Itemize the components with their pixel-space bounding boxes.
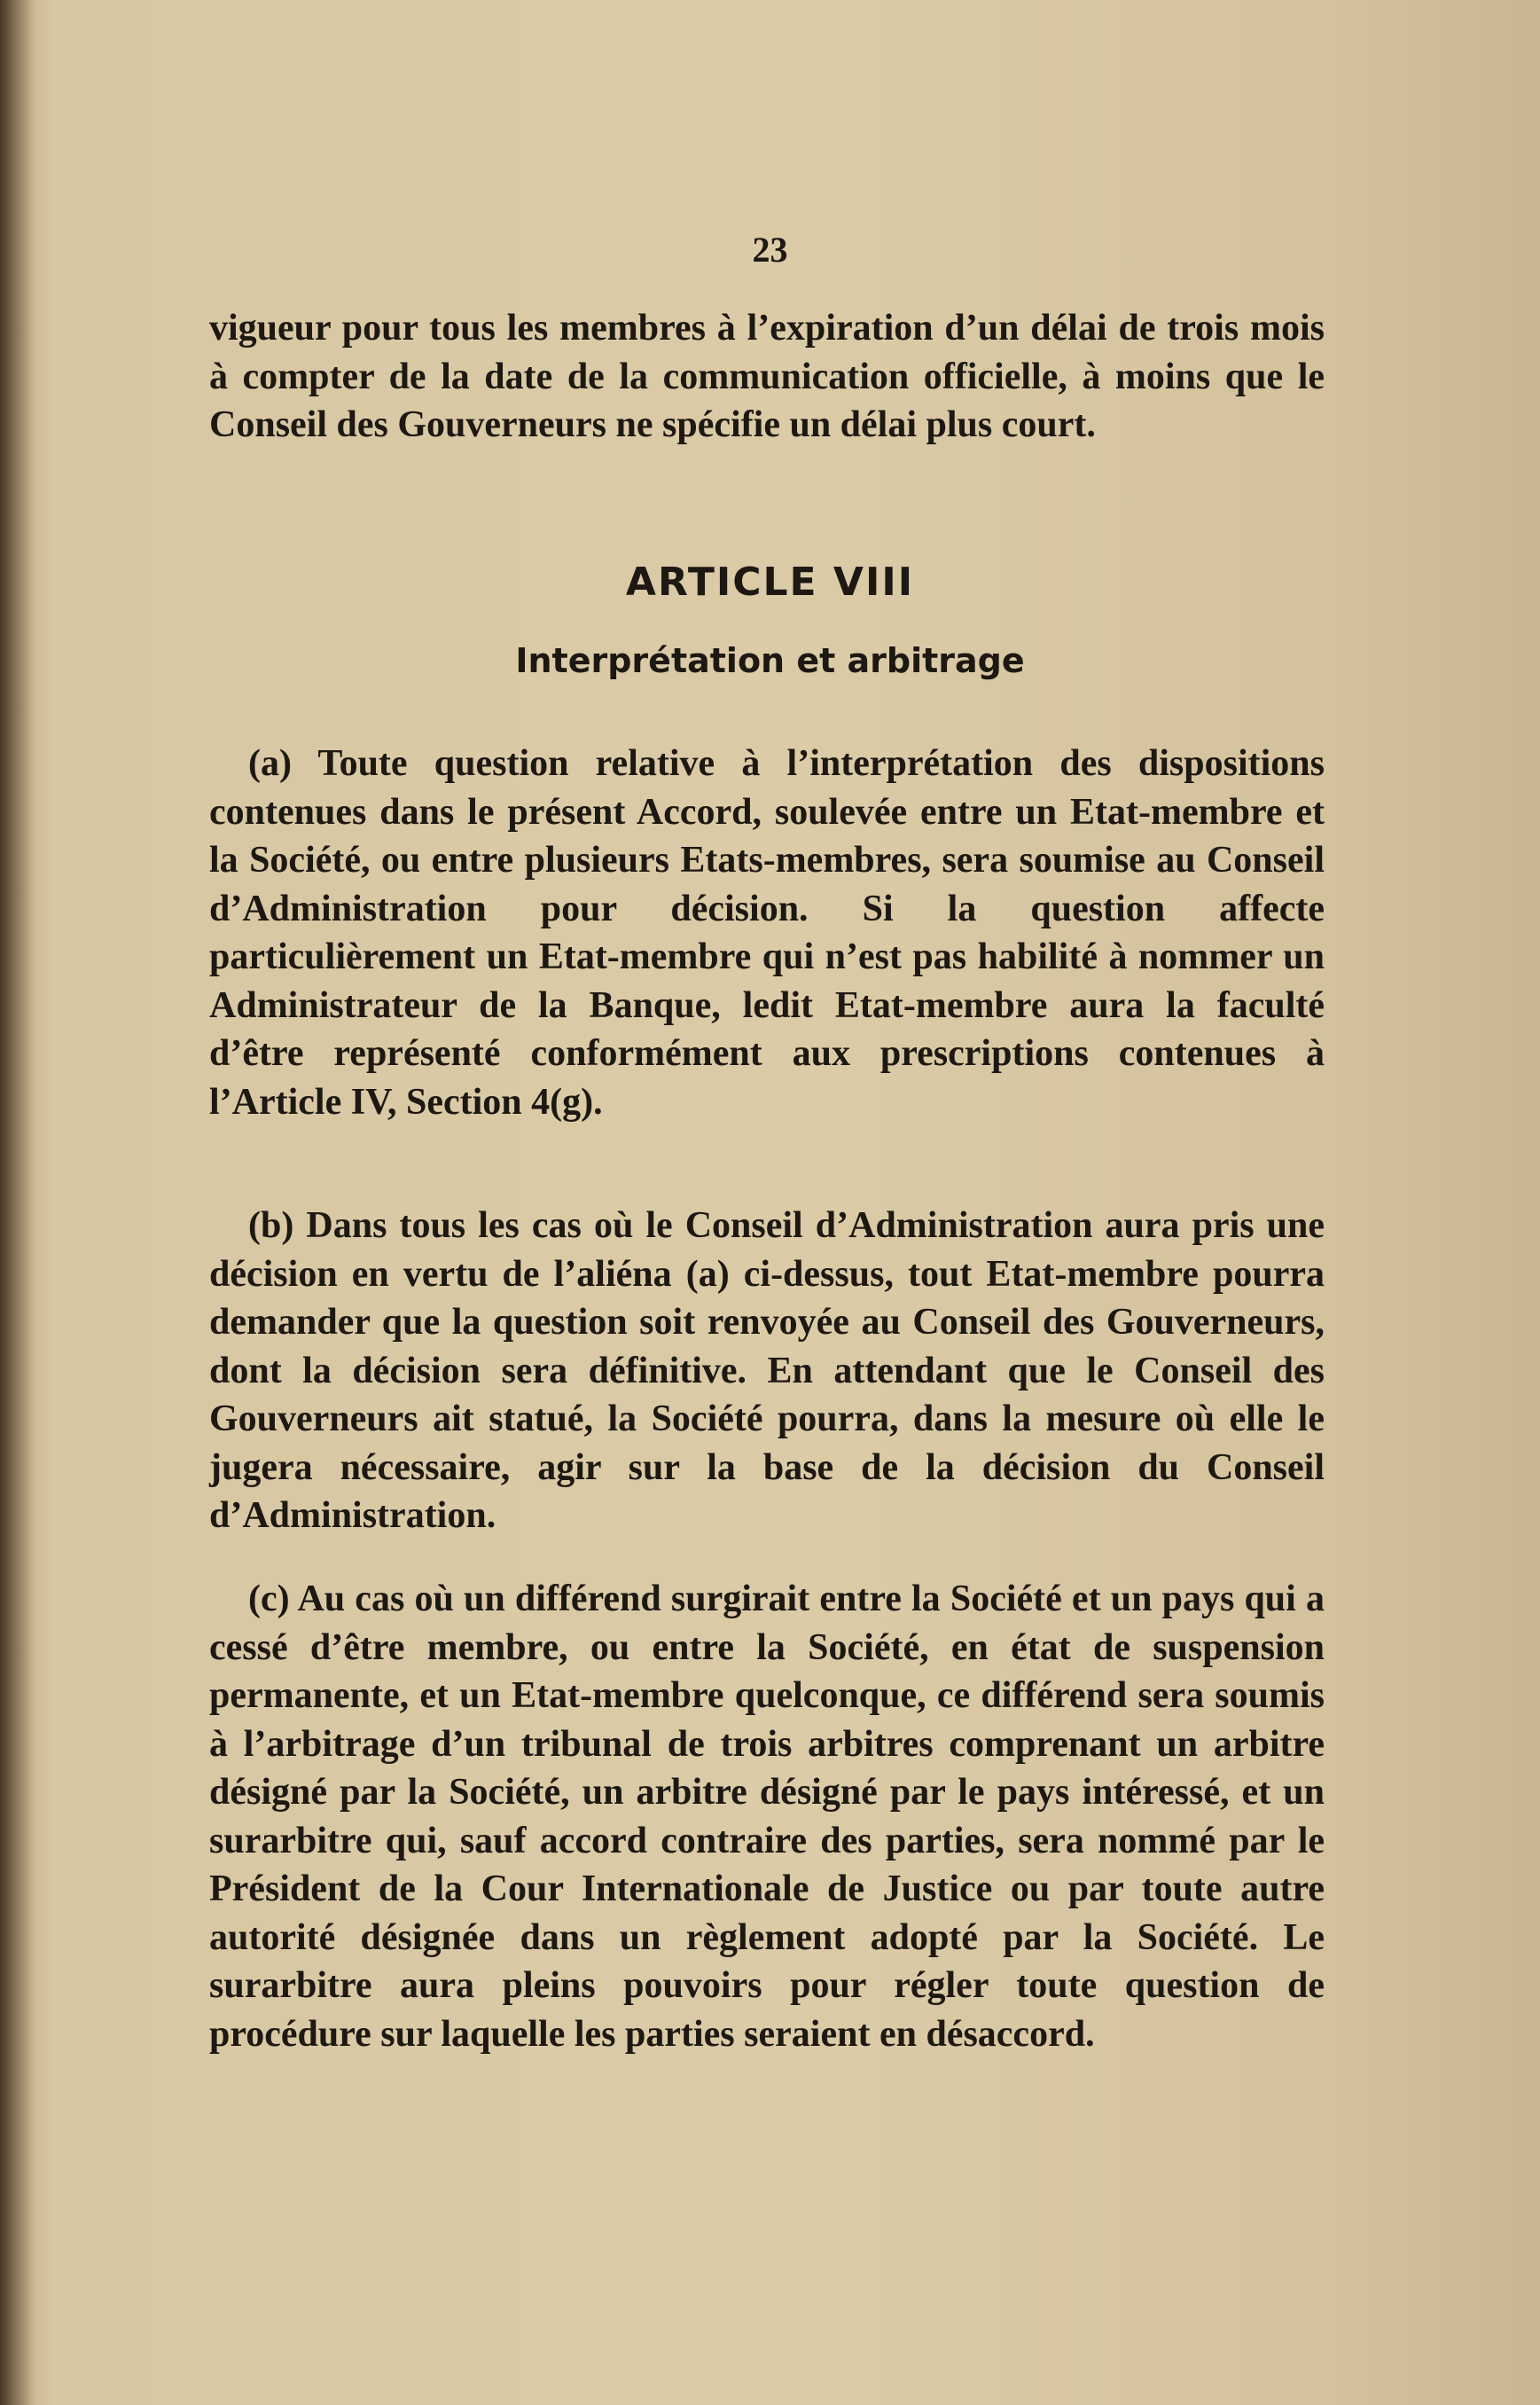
- article-heading: ARTICLE VIII: [625, 560, 915, 605]
- page-number: 23: [752, 230, 788, 270]
- paragraph-b-text: (b) Dans tous les cas où le Conseil d’Administration aura pris une décision en vertu de l’aliéna (a) ci-dessus, tout Etat-membre pourra demander que la question soit renvoyée au Conseil des Gouverneurs, dont la décision sera définitive. En attendant que le Conseil des Gouverneurs ait statué, la Société pourra, dans la mesure où elle le jugera nécessaire, agir sur la base de la décision du Conseil d’Administration.: [209, 1205, 1325, 1536]
- paragraph-a-text: (a) Toute question relative à l’interprétation des dispositions contenues dans le présent Accord, soulevée entre un Etat-membre et la Société, ou entre plusieurs Etats-membres, sera soumise au Conseil d’Administration pour décision. Si la question affecte particulièrement un Etat-membre qui n’est pas habilité à nommer un Administrateur de la Banque, ledit Etat-membre aura la faculté d’être représenté conformément aux prescriptions contenues à l’Article IV, Section 4(g).: [209, 743, 1325, 1123]
- paragraph-b: [209, 1202, 1325, 1540]
- paragraph-c-text: (c) Au cas où un différend surgirait entre la Société et un pays qui a cessé d’être membre, ou entre la Société, en état de suspension permanente, et un Etat-membre quelconque, ce différend sera soumis à l’arbitrage d’un tribunal de trois arbitres comprenant un arbitre désigné par la Société, un arbitre désigné par le pays intéressé, et un surarbitre qui, sauf accord contraire des parties, sera nommé par le Président de la Cour Internationale de Justice ou par toute autre autorité désignée dans un règlement adopté par la Société. Le surarbitre aura pleins pouvoirs pour régler toute question de procédure sur laquelle les parties seraient en désaccord.: [209, 1579, 1325, 2055]
- continuation-paragraph: [209, 304, 1325, 450]
- paragraph-a: [209, 740, 1325, 1126]
- article-subtitle: Interprétation et arbitrage: [515, 641, 1025, 680]
- continuation-paragraph-text: vigueur pour tous les membres à l’expiration d’un délai de trois mois à compter de la date de la communication officielle, à moins que le Conseil des Gouverneurs ne spécifie un délai plus court.: [209, 308, 1325, 445]
- paragraph-c: [209, 1575, 1325, 2058]
